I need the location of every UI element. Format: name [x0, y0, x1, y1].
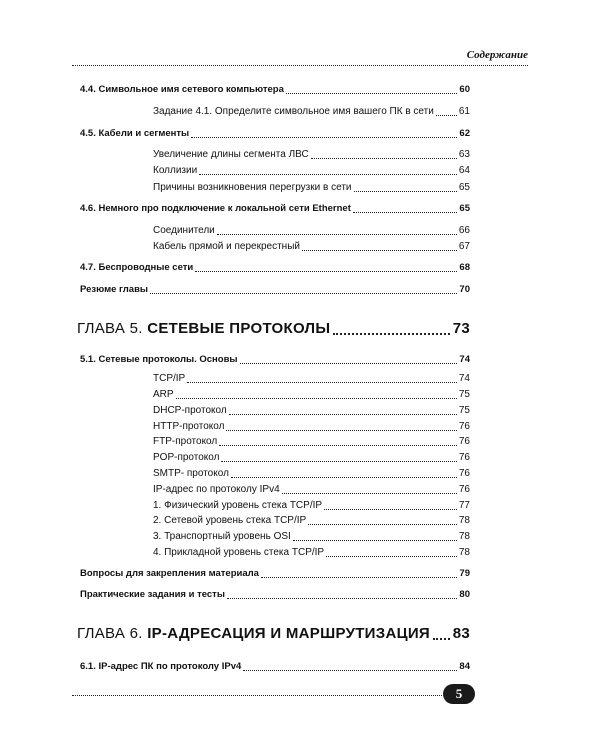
- toc-entry-label: Резюме главы: [80, 284, 149, 295]
- toc-chapter-prefix: ГЛАВА 5.: [77, 320, 148, 337]
- toc-leader-dots: [433, 638, 450, 640]
- toc-leader-dots: [293, 540, 457, 541]
- toc-leader-dots: [231, 477, 457, 478]
- toc-entry-page: 77: [458, 500, 470, 511]
- toc-chapter-5[interactable]: [77, 320, 470, 338]
- toc-leader-dots: [217, 234, 457, 235]
- toc-entry-page: 78: [458, 547, 470, 558]
- toc-entry-label: TCP/IP: [153, 373, 186, 384]
- toc-entry-page: 78: [458, 515, 470, 526]
- toc-chapter-title: IP-АДРЕСАЦИЯ И МАРШРУТИЗАЦИЯ: [147, 625, 431, 642]
- toc-entry-page: 76: [458, 452, 470, 463]
- toc-leader-dots: [326, 556, 457, 557]
- toc-leader-dots: [286, 93, 458, 94]
- toc-entry-page: 76: [458, 468, 470, 479]
- toc-leader-dots: [187, 382, 457, 383]
- header-dotted-rule: [72, 65, 528, 66]
- toc-leader-dots: [199, 174, 457, 175]
- toc-entry-label: 5.1. Сетевые протоколы. Основы: [80, 354, 238, 365]
- toc-entry-label: 4.5. Кабели и сегменты: [80, 128, 190, 139]
- toc-entry-overload-causes[interactable]: [153, 182, 470, 194]
- toc-entry-label: 2. Сетевой уровень стека TCP/IP: [153, 515, 307, 526]
- toc-entry-http[interactable]: [153, 421, 470, 433]
- toc-entry-segment-length[interactable]: [153, 149, 470, 161]
- toc-leader-dots: [229, 414, 457, 415]
- toc-entry-label: Кабель прямой и перекрестный: [153, 241, 300, 252]
- toc-entry-page: 65: [458, 182, 470, 193]
- toc-leader-dots: [261, 577, 457, 578]
- toc-chapter-prefix: ГЛАВА 6.: [77, 625, 148, 642]
- toc-leader-dots: [302, 250, 457, 251]
- toc-entry-label: 4.6. Немного про подключение к локальной сети Ethernet: [80, 203, 351, 214]
- toc-entry-label: Причины возникновения перегрузки в сети: [153, 182, 352, 193]
- toc-chapter-label: [77, 320, 330, 338]
- toc-entry-page: 84: [459, 661, 470, 672]
- toc-leader-dots: [324, 509, 457, 510]
- toc-leader-dots: [436, 115, 457, 116]
- toc-entry-page: 61: [458, 106, 470, 117]
- toc-entry-label: Коллизии: [153, 165, 198, 176]
- toc-chapter-label: [77, 625, 430, 643]
- footer-dotted-rule: [72, 695, 442, 696]
- toc-leader-dots: [195, 271, 457, 272]
- toc-entry-page: 65: [459, 203, 470, 214]
- toc-entry-page: 75: [458, 389, 470, 400]
- toc-entry-label: 4.7. Беспроводные сети: [80, 262, 194, 273]
- toc-leader-dots: [240, 363, 458, 364]
- toc-entry-network-layer[interactable]: [153, 515, 470, 527]
- toc-entry-page: 63: [458, 149, 470, 160]
- toc-entry-label: DHCP-протокол: [153, 405, 227, 416]
- toc-entry-page: 68: [459, 262, 470, 273]
- toc-entry-label: FTP-протокол: [153, 436, 218, 447]
- toc-leader-dots: [227, 598, 457, 599]
- toc-entry-label: ARP: [153, 389, 174, 400]
- toc-leader-dots: [219, 445, 457, 446]
- toc-entry-practical-tasks[interactable]: [80, 589, 470, 601]
- toc-leader-dots: [176, 398, 457, 399]
- toc-chapter-title: СЕТЕВЫЕ ПРОТОКОЛЫ: [147, 320, 331, 337]
- toc-entry-label: Увеличение длины сегмента ЛВС: [153, 149, 309, 160]
- toc-entry-label: Практические задания и тесты: [80, 589, 225, 600]
- toc-leader-dots: [226, 430, 456, 431]
- toc-entry-dhcp[interactable]: [153, 405, 470, 417]
- toc-entry-label: HTTP-протокол: [153, 421, 225, 432]
- toc-entry-page: 64: [458, 165, 470, 176]
- toc-entry-connectors[interactable]: [153, 225, 470, 237]
- toc-entry-page: 74: [459, 354, 470, 365]
- toc-entry-page: 74: [458, 373, 470, 384]
- toc-entry-page: 79: [459, 568, 470, 579]
- toc-entry-chapter-summary[interactable]: [80, 284, 470, 296]
- toc-entry-label: 6.1. IP-адрес ПК по протоколу IPv4: [80, 661, 242, 672]
- toc-entry-5-1[interactable]: [80, 354, 470, 366]
- toc-entry-page: 75: [458, 405, 470, 416]
- toc-leader-dots: [191, 137, 457, 138]
- toc-entry-label: IP-адрес по протоколу IPv4: [153, 484, 280, 495]
- toc-leader-dots: [150, 293, 457, 294]
- toc-entry-crossover-cable[interactable]: [153, 241, 470, 253]
- toc-entry-pop[interactable]: [153, 452, 470, 464]
- toc-entry-page: 67: [458, 241, 470, 252]
- toc-entry-ftp[interactable]: [153, 436, 470, 448]
- toc-entry-label: 3. Транспортный уровень OSI: [153, 531, 291, 542]
- toc-entry-page: 60: [459, 84, 470, 95]
- toc-entry-6-1[interactable]: [80, 661, 470, 673]
- toc-entry-label: 4. Прикладной уровень стека TCP/IP: [153, 547, 325, 558]
- toc-entry-application-layer[interactable]: [153, 547, 470, 559]
- toc-entry-page: 76: [458, 421, 470, 432]
- toc-entry-label: Соединители: [153, 225, 215, 236]
- toc-leader-dots: [354, 191, 457, 192]
- toc-entry-page: 76: [458, 484, 470, 495]
- toc-leader-dots: [333, 333, 449, 335]
- toc-entry-collisions[interactable]: [153, 165, 470, 177]
- toc-entry-task-4-1[interactable]: [153, 106, 470, 118]
- toc-entry-4-6[interactable]: [80, 203, 470, 215]
- toc-entry-ipv4-address[interactable]: [153, 484, 470, 496]
- toc-leader-dots: [243, 670, 457, 671]
- toc-entry-4-4[interactable]: [80, 84, 470, 96]
- toc-entry-label: SMTP- протокол: [153, 468, 229, 479]
- toc-entry-page: 80: [459, 589, 470, 600]
- toc-entry-page: 70: [459, 284, 470, 295]
- page-number-badge: 5: [443, 684, 475, 704]
- toc-chapter-page: 73: [452, 320, 470, 337]
- toc-entry-smtp[interactable]: [153, 468, 470, 480]
- toc-leader-dots: [282, 493, 457, 494]
- toc-entry-arp[interactable]: [153, 389, 470, 401]
- toc-entry-4-7[interactable]: [80, 262, 470, 274]
- toc-entry-page: 76: [458, 436, 470, 447]
- toc-entry-transport-layer[interactable]: [153, 531, 470, 543]
- toc-entry-label: 4.4. Символьное имя сетевого компьютера: [80, 84, 284, 95]
- toc-entry-page: 78: [458, 531, 470, 542]
- toc-leader-dots: [311, 158, 457, 159]
- toc-entry-physical-layer[interactable]: [153, 500, 470, 512]
- toc-leader-dots: [308, 524, 457, 525]
- toc-entry-page: 66: [458, 225, 470, 236]
- toc-entry-label: Задание 4.1. Определите символьное имя вашего ПК в сети: [153, 106, 434, 117]
- toc-leader-dots: [353, 212, 458, 213]
- toc-entry-label: 1. Физический уровень стека TCP/IP: [153, 500, 323, 511]
- toc-entry-review-questions[interactable]: [80, 568, 470, 580]
- toc-entry-tcp-ip[interactable]: [153, 373, 470, 385]
- toc-entry-4-5[interactable]: [80, 128, 470, 140]
- running-header-title: Содержание: [466, 49, 528, 61]
- toc-entry-label: POP-протокол: [153, 452, 220, 463]
- toc-entry-label: Вопросы для закрепления материала: [80, 568, 259, 579]
- toc-chapter-6[interactable]: [77, 625, 470, 643]
- toc-chapter-page: 83: [452, 625, 470, 642]
- toc-leader-dots: [221, 461, 456, 462]
- toc-entry-page: 62: [459, 128, 470, 139]
